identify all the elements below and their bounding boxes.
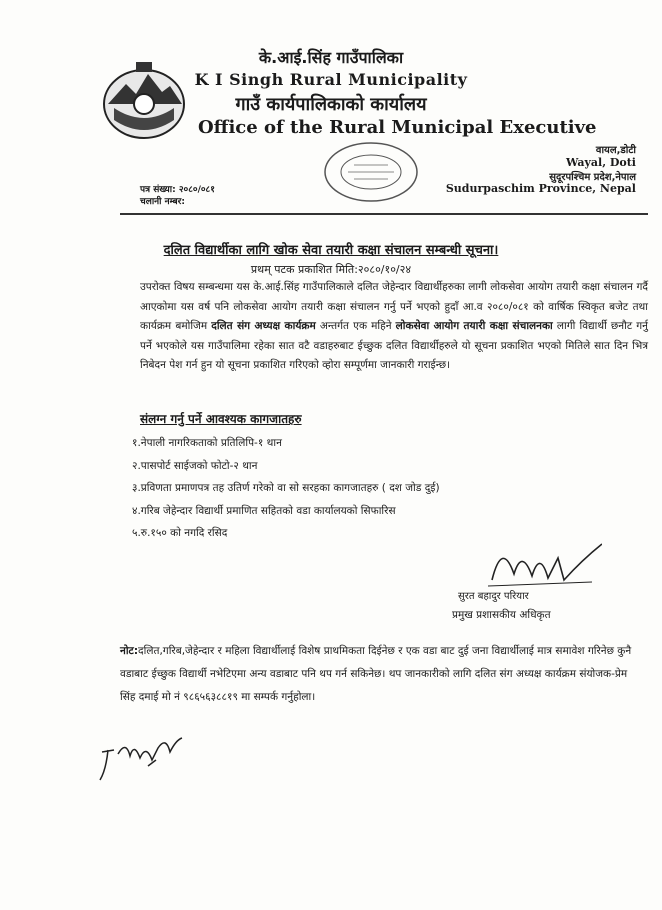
address-english: Wayal, Doti [565, 156, 636, 169]
signatory-name: सुरत बहादुर परियार [458, 591, 529, 602]
note-text: दलित,गरिब,जेहेन्दार र महिला विद्यार्थीलाई विशेष प्राथमिकता दिईनेछ र एक वडा बाट दुई जना विद्यार्थीलाई मात्र समावेश गरिनेछ कुनै वडाबाट ईच्छुक विद्यार्थी नभेटिएमा अन्य वडाबाट पनि थप गर्न सकिनेछ। थप जानकारीको लागि दलित संग अध्यक्ष कार्यक्रम संयोजक-प्रेम सिंह दमाई मो नं ९८६५६३८८१९ मा सम्पर्क गर्नुहोला। [120, 645, 632, 703]
dispatch-number: चलानी नम्बर: [140, 197, 185, 207]
municipality-name-nepali: के.आई.सिंह गाउँपालिका [258, 48, 404, 67]
signatory-block [452, 588, 632, 624]
list-item: ३.प्रविणता प्रमाणपत्र तह उतिर्ण गरेको वा सो सरहका कागजातहरु ( दश जोड दुई) [132, 482, 440, 494]
notice-body-bold-1: दलित संग अध्यक्ष कार्यक्रम [211, 320, 316, 332]
province-nepali: सुदूरपश्चिम प्रदेश,नेपाल [549, 172, 636, 183]
list-item: २.पासपोर्ट साईजको फोटो-२ थान [132, 459, 258, 472]
notice-body-bold-2: लोकसेवा आयोग तयारी कक्षा संचालनका [395, 320, 553, 332]
province-english: Sudurpaschim Province, Nepal [445, 182, 636, 195]
list-item: ५.रु.१५० को नगदि रसिद [132, 527, 228, 539]
office-name-nepali: गाउँ कार्यपालिकाको कार्यालय [235, 94, 427, 115]
office-stamp [322, 140, 420, 204]
notice-title: दलित विद्यार्थीका लागि खोक सेवा तयारी कक्षा संचालन सम्बन्धी सूचना। [163, 243, 499, 258]
notice-body-part-3: लागी विद्यार्थी छनौट गर्नु पर्ने भएकोले यस गाउँपालिमा रहेका सात वटै वडाहरुबाट ईच्छुक दलित विद्यार्थीहरुले यो सूचना प्रकाशित भएको मितिले सात दिन भित्र निबेदन पेश गर्न हुन यो सूचना प्रकाशित गरिएको व्होरा सम्पूर्णमा जानकारी गराईन्छ। [140, 320, 648, 371]
note-paragraph [120, 640, 640, 709]
required-documents-heading: संलग्न गर्नु पर्ने आवश्यक कागजातहरु [140, 412, 302, 426]
publication-date: प्रथम् पटक प्रकाशित मिति:२०८०/१०/२४ [250, 263, 412, 276]
notice-body-part-2: अन्तर्गत एक महिने [315, 320, 396, 332]
reference-block [140, 184, 215, 208]
list-item: ४.गरिब जेहेन्दार विद्यार्थी प्रमाणित सहितको वडा कार्यालयको सिफारिस [132, 504, 396, 517]
list-item: १.नेपाली नागरिकताको प्रतिलिपि-१ थान [132, 437, 282, 449]
address-nepali: वायल,डोटी [595, 145, 636, 156]
handwritten-initials [96, 730, 196, 786]
note-label: नोट: [120, 645, 139, 657]
municipality-name-english: K I Singh Rural Municipality [194, 70, 468, 89]
notice-body-part-1: उपरोक्त विषय सम्बन्धमा यस के.आई.सिंह गाउँपालिकाले दलित जेहेन्दार विद्यार्थीहरुका लागी लोकसेवा आयोग तयारी कक्षा संचालन गर्दै आएकोमा यस वर्ष पनि लोकसेवा आयोग तयारी कक्षा संचालन गर्नु पर्ने भएको हुदाँ आ.व २०८०/०८१ को वार्षिक स्विकृत बजेट तथा कार्यक्रम बमोजिम [140, 281, 648, 332]
header-divider [120, 213, 648, 215]
office-name-english: Office of the Rural Municipal Executive [198, 117, 597, 138]
notice-body [140, 278, 648, 376]
required-documents-list [132, 432, 440, 545]
signatory-title: प्रमुख प्रशासकीय अधिकृत [452, 609, 551, 621]
letter-number: पत्र संख्या: २०८०/०८१ [140, 185, 215, 195]
